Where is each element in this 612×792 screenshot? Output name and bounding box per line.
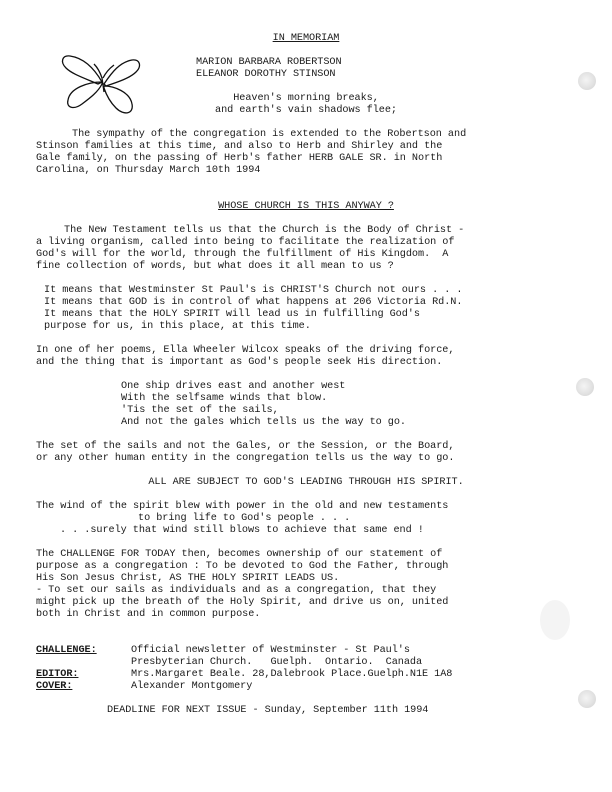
means-line: It means that GOD is in control of what happens at 206 Victoria Rd.N. (44, 297, 463, 308)
sails-line: or any other human entity in the congregation tells us the way to go. (36, 453, 455, 464)
intro-line: God's will for the world, through the fulfillment of His Kingdom. A (36, 249, 449, 260)
sympathy-line: The sympathy of the congregation is extended to the Robertson and (72, 129, 467, 140)
punch-hole-top (578, 72, 596, 90)
wind-line: The wind of the spirit blew with power in the old and new testaments (36, 501, 449, 512)
subject-statement: ALL ARE SUBJECT TO GOD'S LEADING THROUGH HIS SPIRIT. (148, 477, 464, 488)
masthead-challenge-line: Presbyterian Church. Guelph. Ontario. Canada (131, 657, 423, 668)
sails-line: The set of the sails and not the Gales, or the Session, or the Board, (36, 441, 455, 452)
intro-line: a living organism, called into being to facilitate the realization of (36, 237, 455, 248)
challenge-line: The CHALLENGE FOR TODAY then, becomes ownership of our statement of (36, 549, 443, 560)
masthead-editor-label: EDITOR: (36, 669, 79, 680)
poem-intro-line: In one of her poems, Ella Wheeler Wilcox speaks of the driving force, (36, 345, 455, 356)
sympathy-line: Gale family, on the passing of Herb's father HERB GALE SR. in North (36, 153, 443, 164)
scan-smudge (540, 600, 570, 640)
challenge-line: purpose as a congregation : To be devoted to God the Father, through (36, 561, 449, 572)
masthead-challenge-label: CHALLENGE: (36, 645, 97, 656)
memoriam-name: ELEANOR DOROTHY STINSON (196, 69, 336, 80)
challenge-line: both in Christ and in common purpose. (36, 609, 261, 620)
masthead-cover-value: Alexander Montgomery (131, 681, 253, 692)
means-line: It means that the HOLY SPIRIT will lead us in fulfilling God's (44, 309, 420, 320)
sympathy-line: Stinson families at this time, and also to Herb and Shirley and the (36, 141, 443, 152)
challenge-line: His Son Jesus Christ, AS THE HOLY SPIRIT LEADS US. (36, 573, 340, 584)
means-line: purpose for us, in this place, at this time. (44, 321, 311, 332)
article-title: WHOSE CHURCH IS THIS ANYWAY ? (218, 201, 394, 212)
means-line: It means that Westminster St Paul's is CHRIST'S Church not ours . . . (44, 285, 463, 296)
intro-line: fine collection of words, but what does it all mean to us ? (36, 261, 394, 272)
poem-intro-line: and the thing that is important as God's people seek His direction. (36, 357, 443, 368)
masthead-editor-value: Mrs.Margaret Beale. 28,Dalebrook Place.Guelph.N1E 1A8 (131, 669, 453, 680)
poem-line: And not the gales which tells us the way to go. (121, 417, 406, 428)
challenge-line: might pick up the breath of the Holy Spirit, and drive us on, united (36, 597, 449, 608)
masthead-cover-label: COVER: (36, 681, 73, 692)
wind-line: to bring life to God's people . . . (138, 513, 351, 524)
poem-line: One ship drives east and another west (121, 381, 346, 392)
memoriam-verse-line: and earth's vain shadows flee; (215, 105, 397, 116)
intro-line: The New Testament tells us that the Church is the Body of Christ - (64, 225, 465, 236)
poem-line: With the selfsame winds that blow. (121, 393, 328, 404)
deadline-notice: DEADLINE FOR NEXT ISSUE - Sunday, September 11th 1994 (107, 705, 429, 716)
memoriam-title: IN MEMORIAM (272, 33, 340, 44)
sympathy-line: Carolina, on Thursday March 10th 1994 (36, 165, 261, 176)
wind-line: . . .surely that wind still blows to achieve that same end ! (60, 525, 424, 536)
poem-line: 'Tis the set of the sails, (121, 405, 279, 416)
memoriam-verse-line: Heaven's morning breaks, (233, 93, 379, 104)
punch-hole-bottom (578, 690, 596, 708)
challenge-line: - To set our sails as individuals and as a congregation, that they (36, 585, 437, 596)
punch-hole-middle (576, 378, 594, 396)
memoriam-name: MARION BARBARA ROBERTSON (196, 57, 342, 68)
masthead-challenge-line: Official newsletter of Westminster - St Paul's (131, 645, 410, 656)
